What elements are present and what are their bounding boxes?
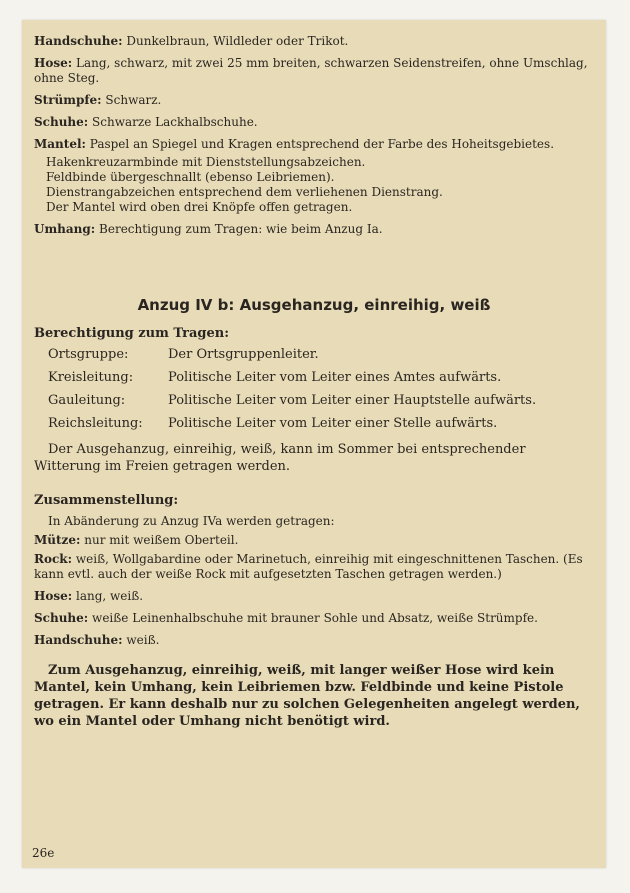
stockings-entry: [34, 93, 594, 108]
page-number: 26e: [32, 846, 55, 860]
section-heading: Anzug IV b: Ausgehanzug, einreihig, weiß: [137, 296, 491, 314]
cape-term: Umhang:: [34, 222, 96, 236]
spacer: [34, 244, 594, 296]
jacket-entry: [34, 552, 594, 582]
white-gloves-text: weiß.: [126, 633, 160, 647]
permission-level: Kreisleitung:: [48, 370, 134, 385]
permission-row: [48, 370, 536, 393]
coat-note: Dienstrangabzeichen entsprechend dem verliehenen Dienstrang.: [46, 185, 443, 199]
cape-text: Berechtigung zum Tragen: wie beim Anzug Ia.: [99, 222, 383, 236]
permission-table: [48, 347, 536, 439]
white-shoes-term: Schuhe:: [34, 611, 89, 625]
white-shoes-entry: [34, 611, 594, 626]
cap-entry: [34, 533, 594, 548]
jacket-term: Rock:: [34, 552, 73, 566]
gloves-term: Handschuhe:: [34, 34, 123, 48]
white-trousers-text: lang, weiß.: [76, 589, 144, 603]
page-content: [34, 34, 594, 730]
gloves-text: Dunkelbraun, Wildleder oder Trikot.: [126, 34, 349, 48]
white-gloves-term: Handschuhe:: [34, 633, 123, 647]
permission-level: Gauleitung:: [48, 393, 126, 408]
coat-note: Hakenkreuzarmbinde mit Dienststellungsabzeichen.: [46, 155, 366, 169]
trousers-entry: [34, 56, 594, 86]
cap-term: Mütze:: [34, 533, 81, 547]
trousers-text: Lang, schwarz, mit zwei 25 mm breiten, schwarzen Seidenstreifen, ohne Umschlag, ohne Steg.: [34, 56, 588, 85]
coat-note: Feldbinde übergeschnallt (ebenso Leibriemen).: [46, 170, 335, 184]
closing-note: Zum Ausgehanzug, einreihig, weiß, mit langer weißer Hose wird kein Mantel, kein Umhang, kein Leibriemen bzw. Feldbinde und keine Pistole getragen. Er kann deshalb nur zu solchen Gelegenheiten angelegt werden, wo ein Mantel oder Umhang nicht benötigt wird.: [34, 663, 580, 729]
white-gloves-entry: [34, 633, 594, 648]
cap-text: nur mit weißem Oberteil.: [84, 533, 239, 547]
coat-entry: [34, 137, 594, 152]
cape-entry: [34, 222, 594, 237]
stockings-term: Strümpfe:: [34, 93, 102, 107]
white-trousers-term: Hose:: [34, 589, 73, 603]
permission-row: [48, 393, 536, 416]
shoes-text: Schwarze Lackhalbschuhe.: [92, 115, 258, 129]
composition-intro: In Abänderung zu Anzug IVa werden getragen:: [48, 514, 335, 528]
permission-label: Berechtigung zum Tragen:: [34, 326, 230, 341]
trousers-term: Hose:: [34, 56, 73, 70]
coat-notes: [34, 155, 594, 215]
coat-note: Der Mantel wird oben drei Knöpfe offen getragen.: [46, 200, 353, 214]
coat-term: Mantel:: [34, 137, 86, 151]
permission-who: Politische Leiter vom Leiter einer Stelle aufwärts.: [168, 416, 498, 431]
shoes-term: Schuhe:: [34, 115, 89, 129]
permission-level: Reichsleitung:: [48, 416, 143, 431]
coat-text: Paspel an Spiegel und Kragen entsprechend der Farbe des Hoheitsgebietes.: [89, 137, 555, 151]
permission-level: Ortsgruppe:: [48, 347, 129, 362]
shoes-entry: [34, 115, 594, 130]
permission-who: Der Ortsgruppenleiter.: [168, 347, 319, 362]
permission-who: Politische Leiter vom Leiter einer Hauptstelle aufwärts.: [168, 393, 537, 408]
gloves-entry: [34, 34, 594, 49]
white-trousers-entry: [34, 589, 594, 604]
stockings-text: Schwarz.: [105, 93, 162, 107]
composition-label: Zusammenstellung:: [34, 493, 179, 508]
book-page: [22, 20, 606, 868]
permission-row: [48, 416, 536, 439]
permission-who: Politische Leiter vom Leiter eines Amtes aufwärts.: [168, 370, 502, 385]
jacket-text: weiß, Wollgabardine oder Marinetuch, einreihig mit eingeschnittenen Taschen. (Es kann evtl. auch der weiße Rock mit aufgesetzten Taschen getragen werden.): [34, 552, 583, 581]
summer-note: Der Ausgehanzug, einreihig, weiß, kann im Sommer bei entsprechender Witterung im Freien getragen werden.: [34, 442, 526, 474]
permission-row: [48, 347, 536, 370]
white-shoes-text: weiße Leinenhalbschuhe mit brauner Sohle und Absatz, weiße Strümpfe.: [92, 611, 538, 625]
